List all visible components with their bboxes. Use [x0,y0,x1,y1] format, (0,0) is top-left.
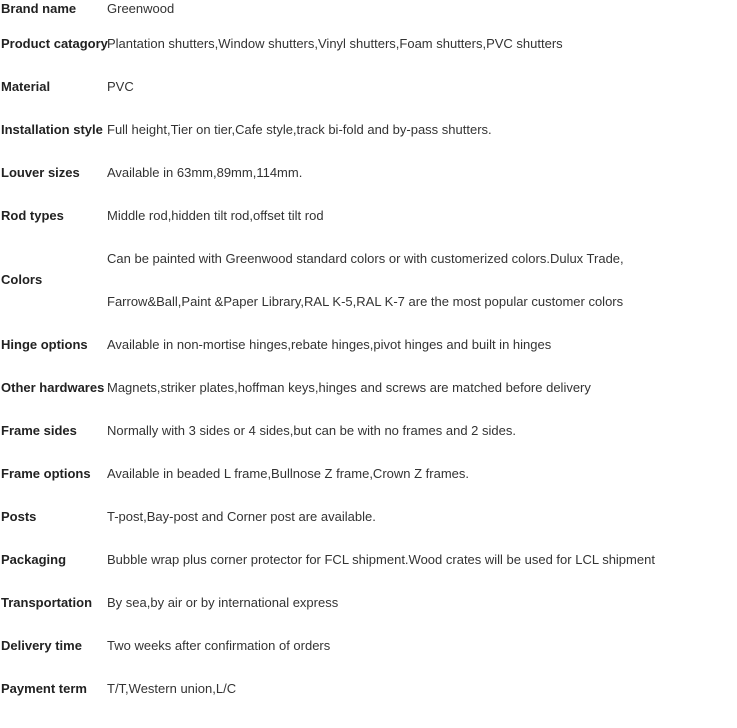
spec-value: Bubble wrap plus corner protector for FCL shipment.Wood crates will be used for LCL shipment [107,551,655,567]
spec-value: PVC [107,78,134,94]
spec-label: Frame options [1,465,91,481]
spec-label: Installation style [1,121,103,137]
spec-label: Material [1,78,51,94]
spec-value-line: Can be painted with Greenwood standard colors or with customerized colors.Dulux Trade, [107,251,624,266]
spec-label: Payment term [1,680,87,696]
spec-value: By sea,by air or by international express [107,594,339,610]
spec-label: Packaging [1,551,67,567]
spec-row-delivery-time [0,624,737,667]
spec-value: Middle rod,hidden tilt rod,offset tilt rod [107,207,324,223]
spec-value [106,237,737,323]
spec-label: Transportation [1,594,93,610]
spec-label: Louver sizes [1,164,80,180]
spec-row-material [0,65,737,108]
spec-value: Normally with 3 sides or 4 sides,but can be with no frames and 2 sides. [107,422,516,438]
spec-label: Product catagory [1,35,108,51]
spec-value: Greenwood [107,1,175,16]
spec-value: T/T,Western union,L/C [107,680,237,696]
spec-row-frame-options [0,452,737,495]
spec-label: Posts [1,508,37,524]
spec-value: Full height,Tier on tier,Cafe style,track bi-fold and by-pass shutters. [107,121,492,137]
spec-label: Hinge options [1,336,88,352]
spec-value: Magnets,striker plates,hoffman keys,hinges and screws are matched before delivery [107,379,591,395]
spec-row-brand-name [0,0,737,22]
spec-row-posts [0,495,737,538]
spec-row-packaging [0,538,737,581]
spec-label: Other hardwares [1,379,105,395]
spec-row-frame-sides [0,409,737,452]
spec-value: Available in 63mm,89mm,114mm. [107,164,303,180]
spec-row-transportation [0,581,737,624]
spec-label: Brand name [1,1,77,16]
spec-row-other-hardwares [0,366,737,409]
spec-row-colors [0,237,737,323]
spec-label: Rod types [1,207,64,223]
spec-row-installation-style [0,108,737,151]
spec-row-payment-term [0,667,737,710]
spec-value: Available in non-mortise hinges,rebate hinges,pivot hinges and built in hinges [107,336,552,352]
spec-row-rod-types [0,194,737,237]
spec-row-hinge-options [0,323,737,366]
spec-value: Plantation shutters,Window shutters,Vinyl shutters,Foam shutters,PVC shutters [107,35,563,51]
spec-row-product-category [0,22,737,65]
spec-value-line: Farrow&Ball,Paint &Paper Library,RAL K-5,RAL K-7 are the most popular customer colors [107,294,624,309]
spec-label: Delivery time [1,637,82,653]
spec-value: Available in beaded L frame,Bullnose Z frame,Crown Z frames. [107,465,470,481]
spec-label: Frame sides [1,422,77,438]
spec-label: Colors [1,272,43,287]
spec-row-louver-sizes [0,151,737,194]
spec-value: Two weeks after confirmation of orders [107,637,331,653]
spec-value: T-post,Bay-post and Corner post are available. [107,508,376,524]
